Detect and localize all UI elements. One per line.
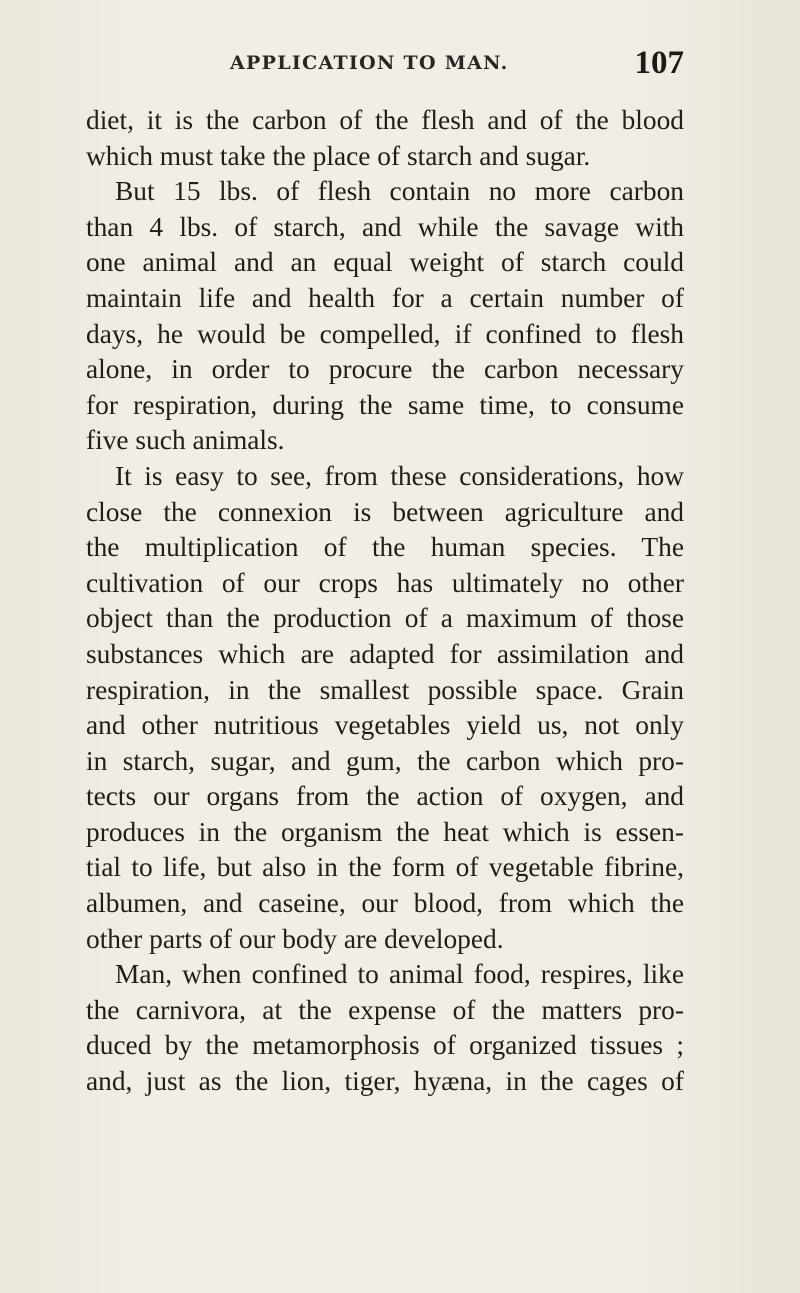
page-header	[86, 45, 684, 90]
text-line: maintain life and health for a certain number of	[86, 282, 684, 313]
text-line: diet, it is the carbon of the flesh and of the blood	[86, 105, 684, 135]
text-line: one animal and an equal weight of starch could	[86, 247, 684, 278]
text-line: days, he would be compelled, if confined to flesh	[86, 318, 684, 349]
text-line: albumen, and caseine, our blood, from which the	[86, 888, 684, 919]
text-line: for respiration, during the same time, to consume	[86, 389, 684, 420]
text-line: and, just as the lion, tiger, hyæna, in the cages of	[86, 1066, 684, 1097]
text-line: produces in the organism the heat which is essen-	[86, 816, 684, 847]
body-text	[86, 103, 684, 1100]
text-line: the carnivora, at the expense of the matters pro-	[86, 994, 684, 1025]
text-line: in starch, sugar, and gum, the carbon which pro-	[86, 745, 684, 776]
text-line: close the connexion is between agriculture and	[86, 496, 684, 527]
text-line: five such animals.	[86, 425, 285, 456]
text-line: It is easy to see, from these considerations, how	[115, 460, 684, 491]
text-line: Man, when confined to animal food, respires, like	[115, 959, 684, 990]
running-head: APPLICATION TO MAN.	[230, 52, 509, 74]
text-line: object than the production of a maximum of those	[86, 603, 684, 634]
text-line: cultivation of our crops has ultimately no other	[86, 567, 684, 598]
text-line: other parts of our body are developed.	[86, 923, 504, 954]
text-line: than 4 lbs. of starch, and while the savage with	[86, 211, 684, 242]
text-line: alone, in order to procure the carbon necessary	[86, 354, 684, 385]
text-line: tects our organs from the action of oxygen, and	[86, 781, 684, 812]
text-line: But 15 lbs. of flesh contain no more carbon	[115, 176, 684, 207]
text-line: duced by the metamorphosis of organized tissues ;	[86, 1030, 684, 1061]
text-line: substances which are adapted for assimilation and	[86, 638, 684, 669]
page-number: 107	[634, 45, 684, 81]
text-line: which must take the place of starch and sugar.	[86, 140, 591, 171]
text-line: tial to life, but also in the form of vegetable fibrine,	[86, 852, 684, 883]
text-line: respiration, in the smallest possible space. Grain	[86, 674, 684, 705]
text-line: the multiplication of the human species. The	[86, 532, 684, 563]
text-line: and other nutritious vegetables yield us, not only	[86, 710, 684, 741]
